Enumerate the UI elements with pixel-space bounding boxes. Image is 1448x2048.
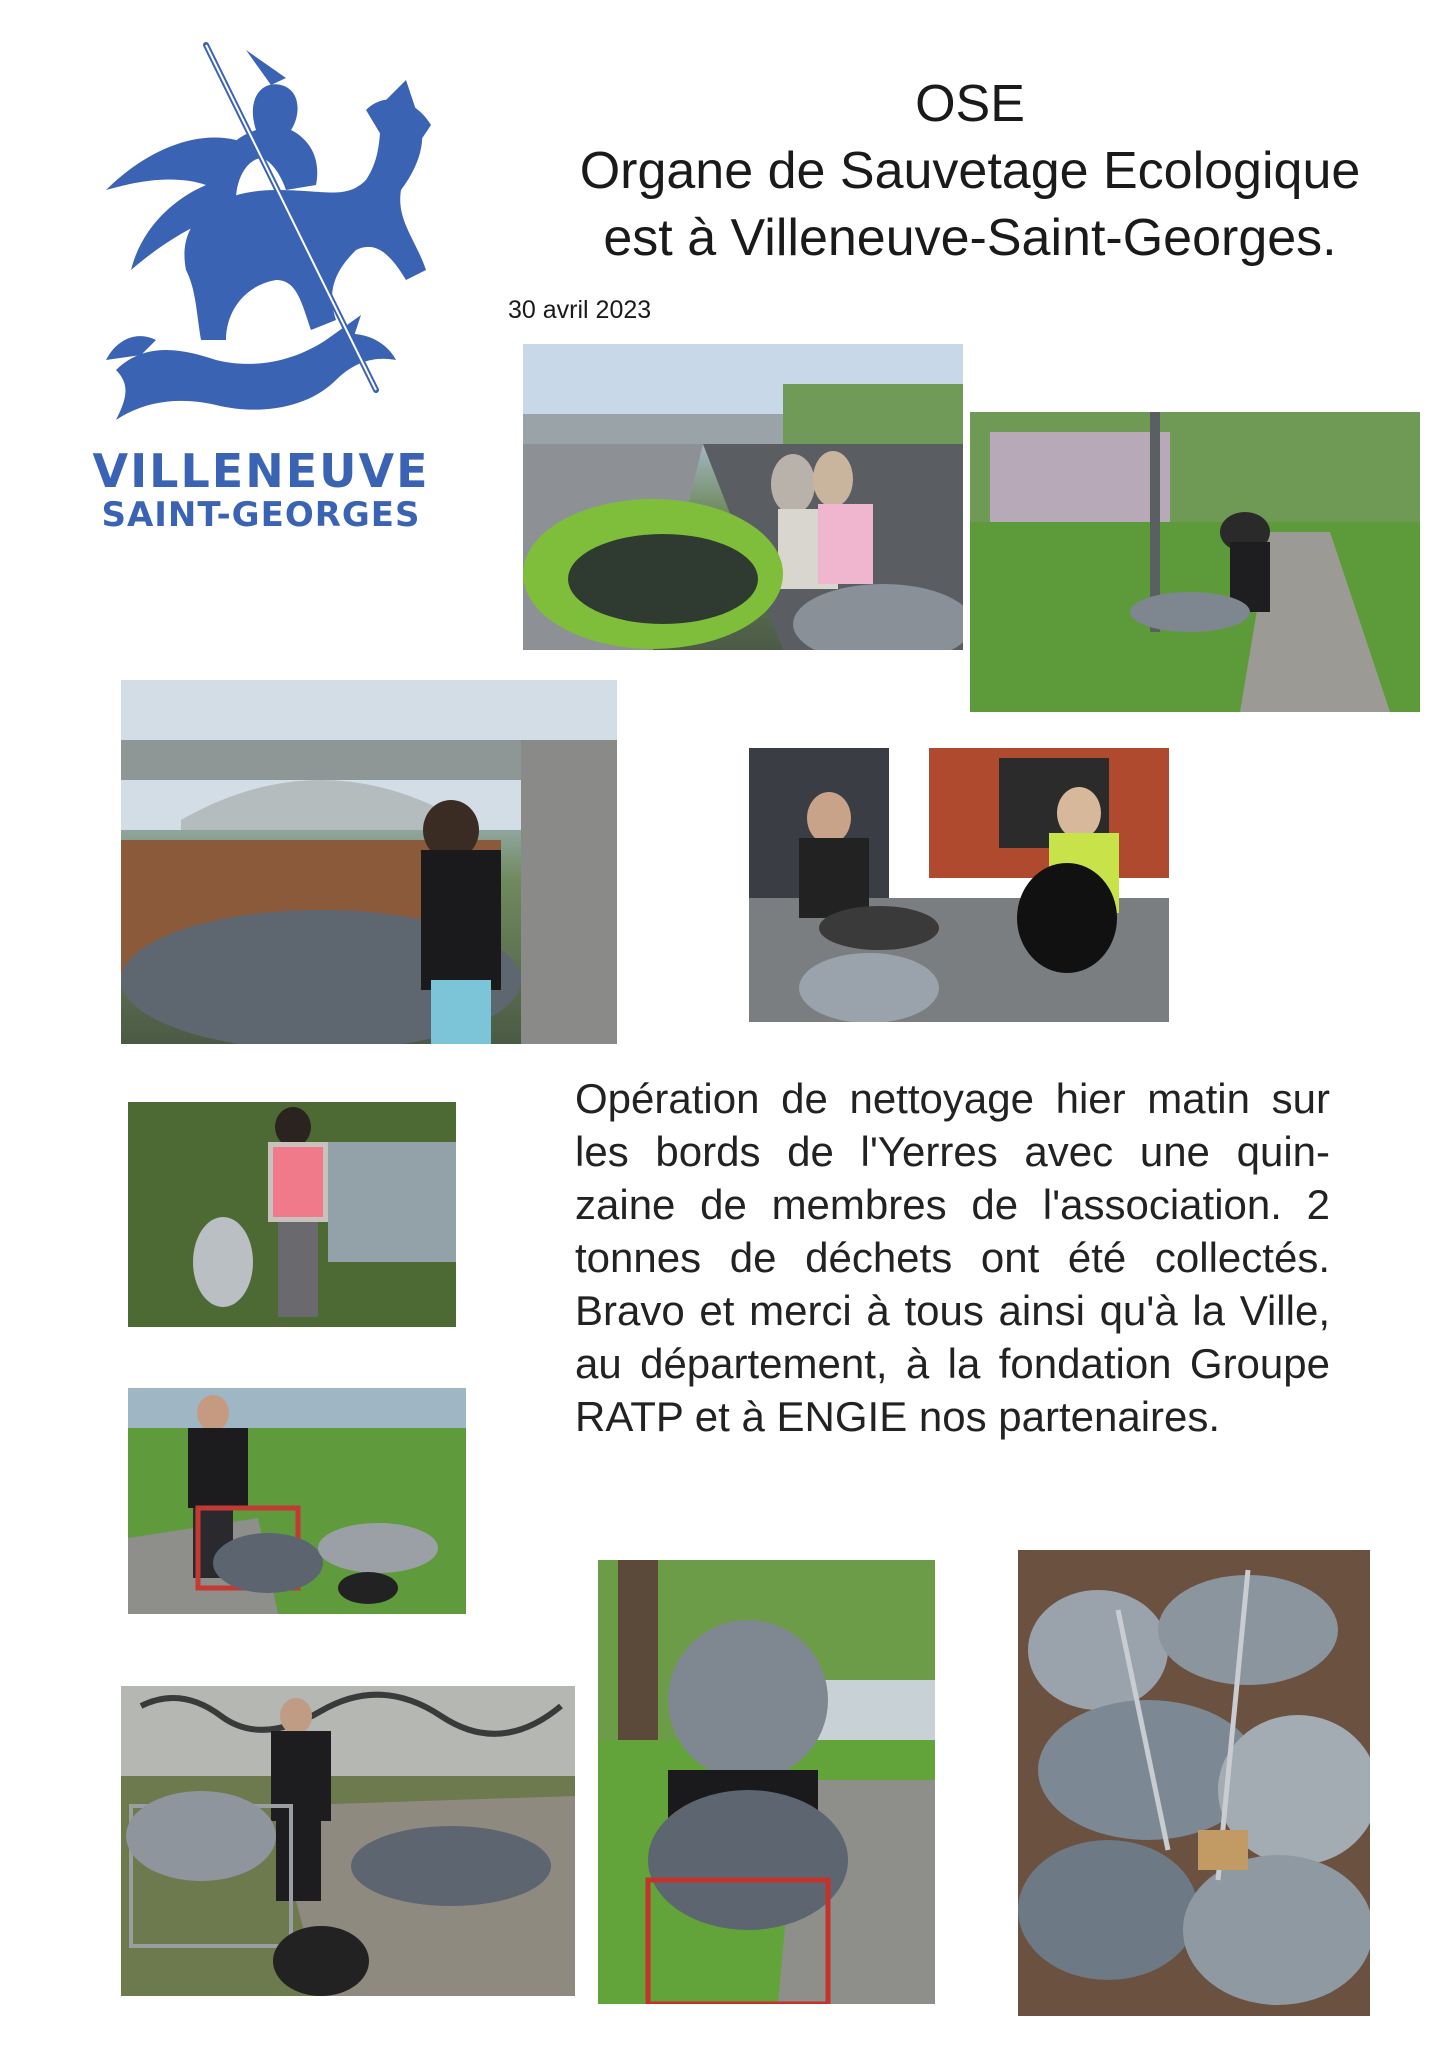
title-location: est à Villeneuve-Saint-Georges. xyxy=(603,209,1337,267)
photo-bridge-skip xyxy=(121,680,617,1044)
saint-george-dragon-emblem-icon xyxy=(86,40,436,440)
logo-text-saint-georges: SAINT-GEORGES xyxy=(101,495,421,535)
photo-house-tires xyxy=(749,748,1169,1022)
title-ose: OSE xyxy=(915,75,1025,133)
villeneuve-saint-georges-logo xyxy=(86,40,436,540)
logo-text-villeneuve: VILLENEUVE xyxy=(92,444,430,498)
article-paragraph: Opération de nettoyage hier matin sur les bords de l'Yerres avec une quin-zaine de membres de l'association. 2 tonnes de déchets ont été collectés. Bravo et merci à tous ainsi qu'à la Ville, au département, à la fondation Groupe RATP et à ENGIE nos partenaires. xyxy=(575,1075,1330,1440)
photo-street-cleanup xyxy=(523,344,963,650)
photo-hivis-vest xyxy=(128,1102,456,1327)
photo-park-path xyxy=(970,412,1420,712)
article-body xyxy=(575,1072,1330,1443)
photo-tree-cart-bags xyxy=(598,1560,935,2004)
title-organe: Organe de Sauvetage Ecologique xyxy=(579,142,1361,200)
photo-container-full xyxy=(1018,1550,1370,2016)
date-label: 30 avril 2023 xyxy=(508,296,652,324)
photo-graffiti-cart xyxy=(121,1686,575,1996)
photo-cart-grass xyxy=(128,1388,466,1614)
